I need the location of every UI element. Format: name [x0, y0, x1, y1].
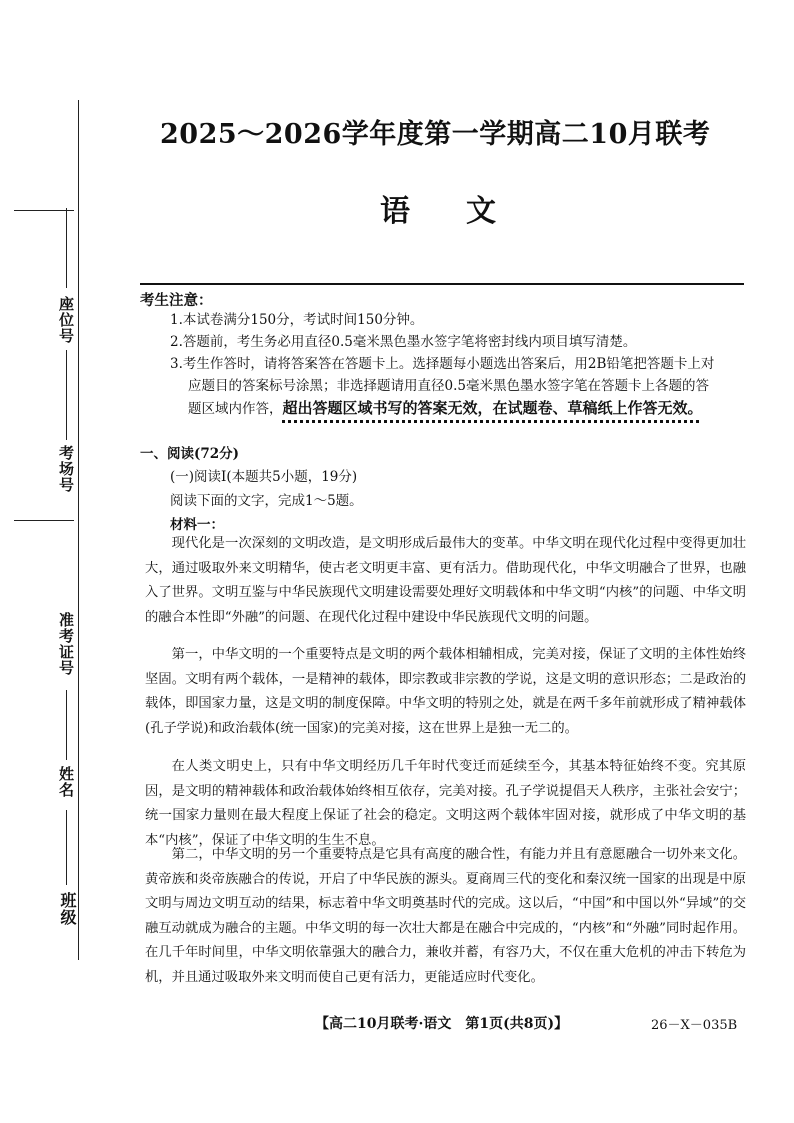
subject-title: 语文 [380, 194, 552, 229]
binding-line [78, 100, 79, 960]
margin-divider [14, 210, 74, 211]
exam-room-field[interactable] [66, 350, 67, 440]
paragraph: 现代化是一次深刻的文明改造，是文明形成后最伟大的变革。中华文明在现代化过程中变得更加壮大，通过吸取外来文明精华，使古老文明更丰富、更有活力。借助现代化，中华文明融合了世界，也融入了世界。文明互鉴与中华民族现代文明建设需要处理好文明载体和中华文明“内核”的问题、中华文明的融合本性即“外融”的问题、在现代化过程中建设中华民族现代文明的问题。 [145, 536, 746, 625]
exam-title: 2025～2026学年度第一学期高二10月联考 [160, 119, 711, 150]
ticket-number-field[interactable] [66, 690, 67, 760]
paragraph: 在人类文明史上，只有中华文明经历几千年时代变迁而延续至今，其基本特征始终不变。究其原因，是文明的精神载体和政治载体始终相互依存，完美对接。孔子学说提倡天人秩序，主张社会安宁；统一国家力量则在最大程度上保证了社会的稳定。文明这两个载体牢固对接，就形成了中华文明的基本“内核”，保证了中华文明的生生不息。 [145, 759, 746, 848]
notice-item: 应题目的答案标号涂黑；非选择题请用直径0.5毫米黑色墨水签字笔在答题卡上各题的答 [188, 378, 709, 394]
paper-code: 26－X－035B [651, 1018, 738, 1033]
notice-item: 1.本试卷满分150分，考试时间150分钟。 [170, 312, 424, 328]
name-field[interactable] [66, 810, 67, 885]
notice-heading: 考生注意： [140, 292, 213, 309]
ticket-number-label: 准考证号 [57, 612, 75, 676]
seat-number-field[interactable] [66, 208, 67, 288]
material-label: 材料一： [170, 517, 224, 533]
exam-room-label: 考场号 [57, 445, 75, 493]
notice-emphasis: 超出答题区域书写的答案无效，在试题卷、草稿纸上作答无效。 [282, 399, 703, 417]
notice-item-prefix: 题区域内作答， [188, 401, 283, 417]
notice-item: 2.答题前，考生务必用直径0.5毫米黑色墨水签字笔将密封线内项目填写清楚。 [170, 334, 637, 350]
seat-number-label: 座位号 [57, 296, 75, 344]
notice-item [188, 397, 768, 420]
sub-section-title: (一)阅读Ⅰ(本题共5小题，19分) [170, 469, 358, 485]
section-title: 一、阅读(72分) [140, 446, 240, 462]
notice-item: 3.考生作答时，请将答案答在答题卡上。选择题每小题选出答案后，用2B铅笔把答题卡上对 [170, 356, 715, 372]
paragraph: 第二，中华文明的另一个重要特点是它具有高度的融合性，有能力并且有意愿融合一切外来文化。黄帝族和炎帝族融合的传说，开启了中华民族的源头。夏商周三代的变化和秦汉统一国家的出现是中原文明与周边文明互动的结果，标志着中华文明奠基时代的完成。这以后，“中国”和中国以外“异域”的交融互动就成为融合的主题。中华文明的每一次壮大都是在融合中完成的，“内核”和“外融”同时起作用。在几千年时间里，中华文明依靠强大的融合力，兼收并蓄，有容乃大，不仅在重大危机的冲击下转危为机，并且通过吸取外来文明而使自己更有活力，更能适应时代变化。 [145, 847, 746, 985]
paragraph: 第一，中华文明的一个重要特点是文明的两个载体相辅相成，完美对接，保证了文明的主体性始终坚固。文明有两个载体，一是精神的载体，即宗教或非宗教的学说，这是文明的意识形态；二是政治的载体，即国家力量，这是文明的制度保障。中华文明的特别之处，就是在两千多年前就形成了精神载体(孔子学说)和政治载体(统一国家)的完美对接，这在世界上是独一无二的。 [145, 647, 746, 736]
header-divider [140, 283, 744, 285]
margin-divider [14, 520, 74, 521]
name-label: 姓名 [57, 766, 75, 798]
page-info: 【高二10月联考·语文 第1页(共8页)】 [315, 1016, 569, 1032]
class-label: 班级 [58, 892, 77, 926]
instruction-text: 阅读下面的文字，完成1～5题。 [170, 493, 363, 509]
